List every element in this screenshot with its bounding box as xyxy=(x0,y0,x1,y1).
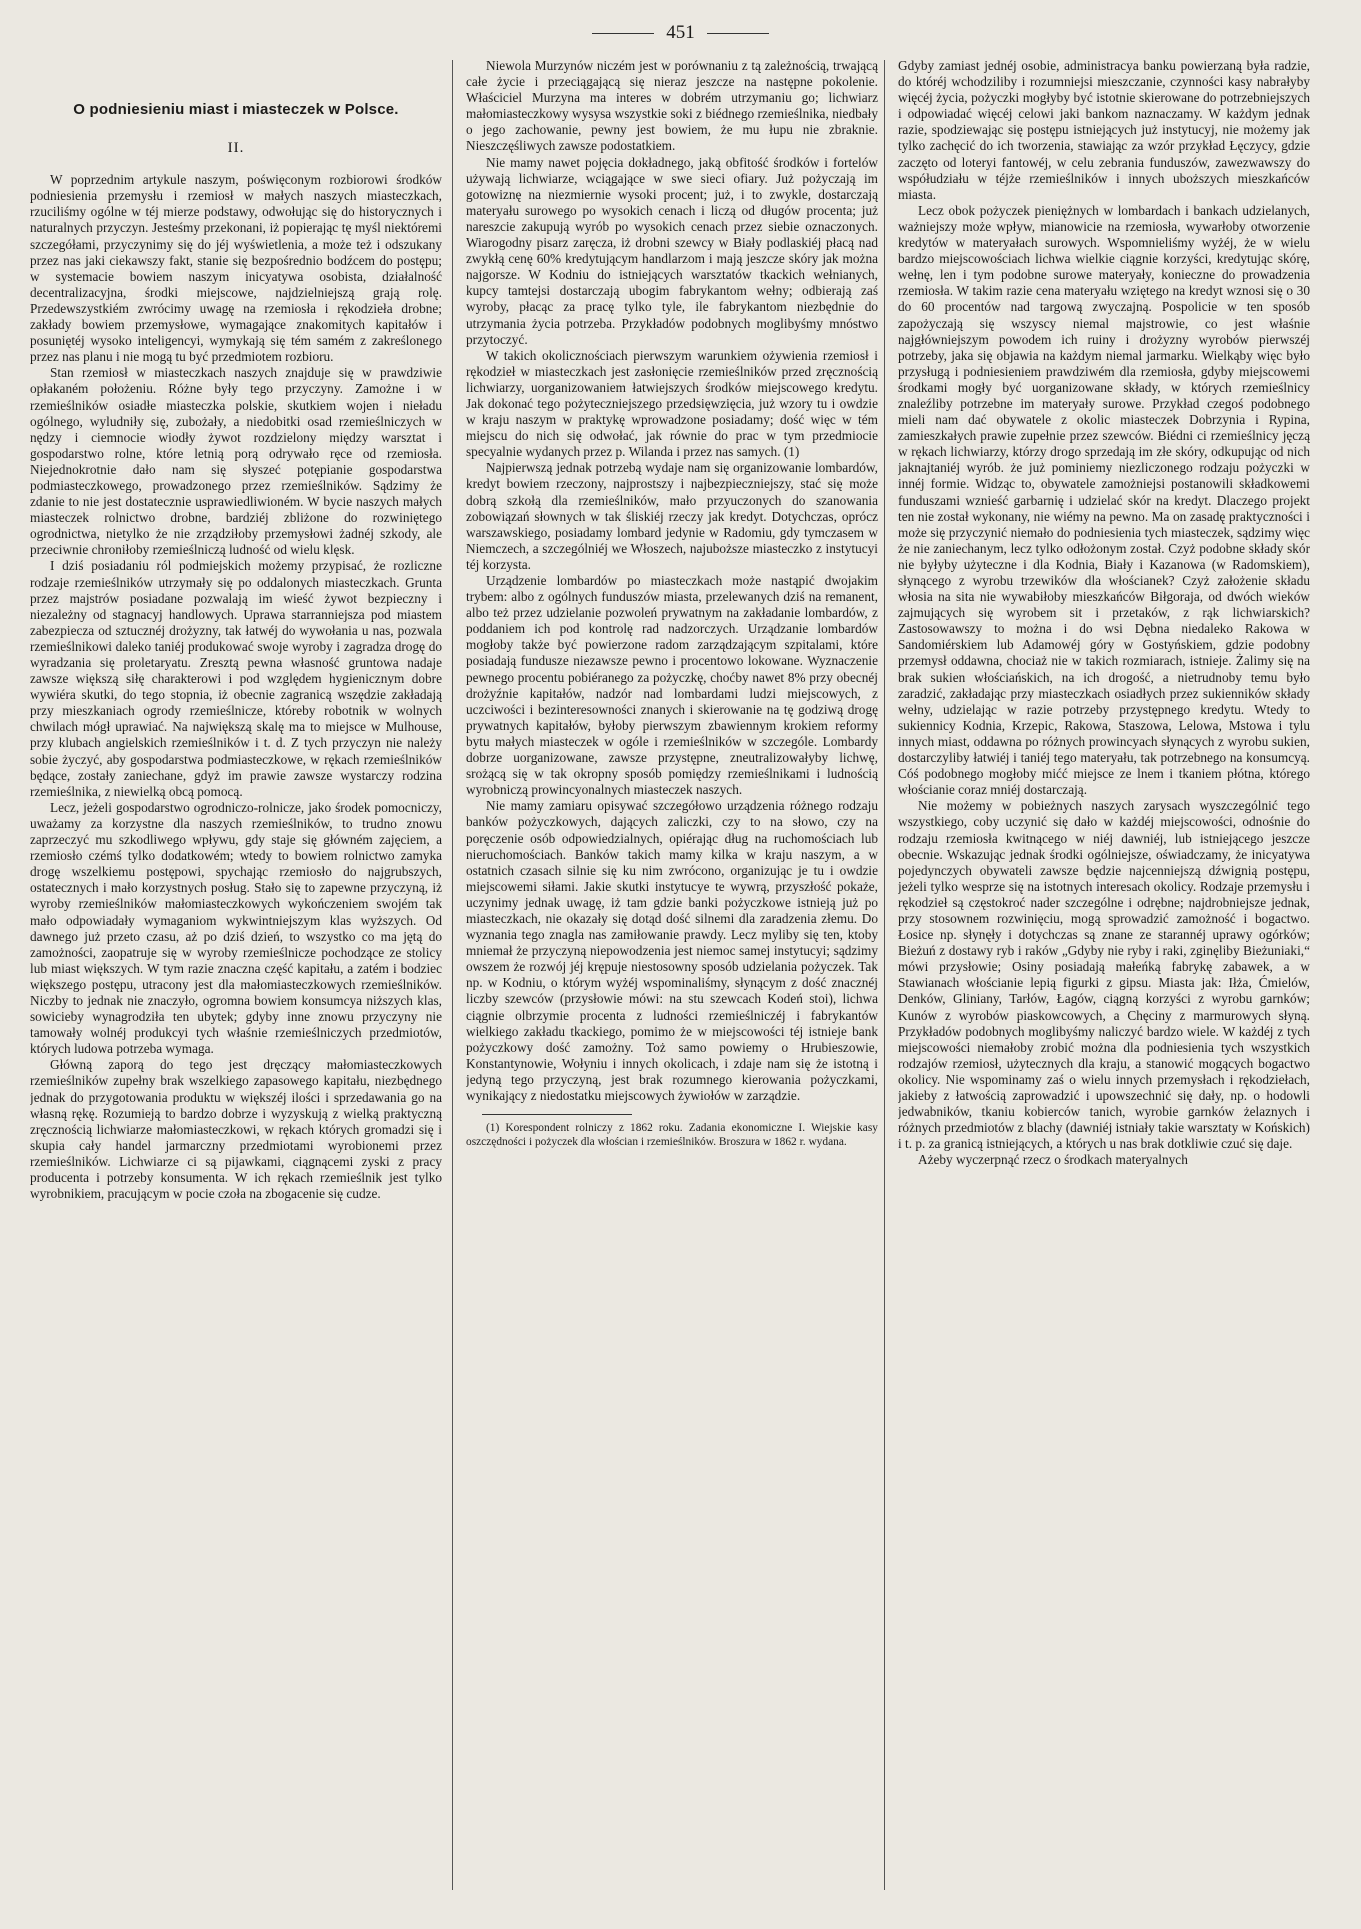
paragraph: Gdyby zamiast jednéj osobie, administracya banku powierzaną była radzie, do któréj wchodziliby i rozumniejsi mieszczanie, czynności kasy nabrałyby więcéj życia, pożyczki mogłyby być istotnie skierowane do potrzebniejszych i odpowiadać więcéj celowi jaki bankom naznaczamy. W każdym jednak razie, spodziewając się postępu istniejących już instytucyj, nie możemy jak tylko zachęcić do ich tworzenia, stawiając za wzór przykład Łęczycy, gdzie zaczęto od loteryi fantowéj, w celu zebrania funduszów, zawezwawszy do współudziału w téjże rzemieślników i innych uboższych mieszkańców miasta. xyxy=(898,58,1310,202)
column-2 xyxy=(466,58,878,1908)
paragraph: W poprzednim artykule naszym, poświęconym rozbiorowi środków podniesienia przemysłu i rzemiosł w małych naszych miasteczkach, rzuciliśmy ogólne w téj mierze podstawy, odwołując się do historycznych i naturalnych przyczyn. Jesteśmy przekonani, iż popierając tę myśl niektóremi szczegółami, przyczynimy się do jéj wyświetlenia, a może też i odszukany przez nas jaki ciekawszy fakt, stanie się bezpośrednio bodźcem do postępu; w systemacie bowiem naszym inicyatywa osobista, działalność decentralizacyjna, środki miejscowe, najdzielniejszą grają rolę. Przedewszystkiém zwrócimy uwagę na rzemiosła i rękodzieła drobne; zakłady bowiem przemysłowe, wymagające znakomitych kapitałów i posuniętéj wysoko inteligencyi, wymykają się tém samém z zakreślonego przez nas planu i nie mogą tu być przedmiotem rozbioru. xyxy=(30,172,442,365)
page-number: 451 xyxy=(666,22,695,43)
paragraph: Główną zaporą do tego jest dręczący małomiasteczkowych rzemieślników zupełny brak wszelkiego zapasowego kapitału, niezbędnego jednak do przygotowania produktu w większéj ilości i sprzedawania go na własną rękę. Rozumieją to bardzo dobrze i wyzyskują z wielką praktyczną zręcznością lichwiarze małomiasteczkowi, w rękach których gromadzi się i skupia cały handel jarmarczny przedmiotami wyrobionemi przez rzemieślników. Lichwiarze ci są pijawkami, ciągnącemi zyski z pracy producenta i potrzeby konsumenta. W ich rękach rzemieślnik jest tylko wyrobnikiem, pracującym w pocie czoła na zbogacenie się cudze. xyxy=(30,1057,442,1202)
paragraph: Nie mamy nawet pojęcia dokładnego, jaką obfitość środków i fortelów używają lichwiarze, wciągające w swe sieci ofiary. Już pożyczają im gotowiznę na niezmiernie wysoki procent; już, i to zwykle, dostarczają materyału surowego po wysokich cenach i liczą od długów procenta; już nareszcie zakupują wyrób po wysokich cenach przez siebie oznaczonych. Wiarogodny pisarz zaręcza, iż drobni szewcy w Biały podlaskiéj płacą nad zwykłą cenę 60% kredytującym handlarzom i mają jeszcze skóry jak można najgorsze. W Kodniu do istniejących warsztatów tkackich wełnianych, kupcy tamtejsi dostarczają ubogim fabrykantom wełny; odbierają zaś wyroby, płacąc za pracę tylko tyle, ile fabrykantom niezbędnie do utrzymania życia potrzeba. Przykładów podobnych moglibyśmy mnóstwo przytoczyć. xyxy=(466,154,878,347)
paragraph: Nie możemy w pobieżnych naszych zarysach wyszczególnić tego wszystkiego, coby uczynić się dało w każdéj miejscowości, odnośnie do rodzaju rzemiosła kwitnącego w niéj dawniéj, lub istniejącego jeszcze obecnie. Wskazując jednak środki ogólniejsze, oświadczamy, że inicyatywa pojedynczych obywateli zawsze będzie najcenniejszą dźwignią postępu, jeżeli tylko wesprze się na istotnych interesach okolicy. Rodzaje przemysłu i rękodzieł są częstokroć nader szczególne i odrębne; najdrobniejsze jednak, przy stosownem rozwinięciu, mogą sprowadzić zamożność i bogactwo. Łosice np. słynęły i dotychczas są znane ze starannéj uprawy ogórków; Bieżuń z dostawy ryb i raków „Gdyby nie ryby i raki, zginęliby Bieżuniaki,“ mówi przysłowie; Osiny posiadają małeńką fabrykę zabawek, a w Stawianach włościanie lepią figurki z gipsu. Miasta jak: Iłża, Ćmielów, Denków, Gliniany, Tarłów, Łagów, ciągną korzyści z wyrobu garnków; Kunów z wyrobów piaskowcowych, a Chęciny z marmurowych słyną. Przykładów podobnych moglibyśmy naliczyć bardzo wiele. W każdéj z tych miejscowości niemałoby zrobić można dla podniesienia tych wszystkich rodzajów rzemiosł, użytecznych dla kraju, a stanowić mogących bogactwo okolicy. Nie wspominamy zaś o wielu innych przemysłach i rękodziełach, jakieby z łatwością zaprowadzić i upowszechnić się dały, np. o hodowli jedwabników, tkaniu kobierców tanich, wyrobie garnków żelaznych i różnych przedmiotów z blachy (dawniéj istniały takie warsztaty w Końskich) i t. p. za granicą istniejących, a których u nas brak dotkliwie czuć się daje. xyxy=(898,798,1310,1152)
paragraph: W takich okolicznościach pierwszym warunkiem ożywienia rzemiosł i rękodzieł w miasteczkach jest zasłonięcie rzemieślników przed zręcznością lichwiarzy, uorganizowaniem łatwiejszych środków miejscowego kredytu. Jak dokonać tego pożyteczniejszego przedsięwzięcia, już wzory tu i owdzie w kraju naszym w praktykę wprowadzone posiadamy; dość więc w tém miejscu do nich się odwołać, jak równie do prac w tym przedmiocie specyalnie wydanych przez p. Wilanda i przez nas samych. (1) xyxy=(466,347,878,460)
paragraph: Niewola Murzynów niczém jest w porównaniu z tą zależnością, trwającą całe życie i przeciągającą się nieraz jeszcze na następne pokolenie. Właściciel Murzyna ma interes w dobrém utrzymaniu go; lichwiarz małomiasteczkowy wysysa wszystkie soki z biédnego rzemieślnika, niedbały o jego zachowanie, pewny jest bowiem, że mu łupu nie zbraknie. Nieszczęśliwych zawsze podostatkiem. xyxy=(466,58,878,154)
article-title: O podniesieniu miast i miasteczek w Polsce. xyxy=(73,101,399,118)
paragraph: Stan rzemiosł w miasteczkach naszych znajduje się w prawdziwie opłakaném położeniu. Różne były tego przyczyny. Zamożne i w rzemieślników osiadłe miasteczka polskie, skutkiem wojen i nieładu ogólnego, wyludniły się, zubożały, a niedobitki osad rzemieślniczych w nędzy i ciemnocie wiodły żywot rozdzielony między warsztat i gospodarstwo rolne, które letnią porą odrywało ręce od rzemiosła. Niejednokrotnie dało nam się słyszeć potępianie gospodarstwa podmiasteczkowego, prowadzonego przez rzemieślników. Sądzimy że zdanie to nie jest dostatecznie usprawiedliwioném. W bycie naszych małych miasteczek rolnictwo drobne, bardziéj zbliżone do rozwiniętego ogrodnictwa, nietylko że nie zrządziłoby przemysłowi żadnéj szkody, ale przeciwnie chroniłoby rzemieślniczą ludność od wielu klęsk. xyxy=(30,365,442,558)
page-header xyxy=(0,22,1361,44)
paragraph: Urządzenie lombardów po miasteczkach może nastąpić dwojakim trybem: albo z ogólnych funduszów miasta, przelewanych dziś na remanent, albo też przez udzielanie pozwoleń prywatnym na zakładanie lombardów, z poddaniem ich pod kontrolę rad nadzorczych. Urządzanie lombardów mogłoby także być powierzone radom zarządzającym szpitalami, które posiadają fundusze niezawsze pewno i procentowo lokowane. Wyznaczenie pewnego procentu pobiéranego za pożyczkę, choćby nawet 8% przy obecnéj drożyźnie kapitałów, nadzór nad lombardami ludzi miejscowych, z uczciwości i bezinteresowności znanych i skierowanie na tę godziwą drogę prywatnych kapitałów, byłoby pierwszym zbawiennym krokiem reformy bytu małych miasteczek w ogóle i rzemieślników w szczególe. Lombardy dobrze uorganizowane, zawsze przystępne, zneutralizowałyby lichwę, srożącą się w tak okropny sposób pomiędzy rzemieślnikami i ludnością wyrobniczą prowincyonalnych miasteczek naszych. xyxy=(466,573,878,798)
column-divider xyxy=(884,60,885,1890)
column-divider xyxy=(452,60,453,1890)
section-number: II. xyxy=(227,140,245,157)
header-rule-left xyxy=(592,33,654,34)
paragraph: Ażeby wyczerpnąć rzecz o środkach materyalnych xyxy=(918,1152,1188,1168)
paragraph: I dziś posiadaniu ról podmiejskich możemy przypisać, że rozliczne rodzaje rzemieślników utrzymały się po oddalonych miasteczkach. Grunta przez majstrów posiadane pozwalają im wieść żywot bezpieczny i niezależny od stagnacyj handlowych. Uprawa starranniejsza pod miastem zabezpiecza od sztucznéj drożyzny, tak łatwéj do wywołania u nas, pozwala rzemieślnikowi daleko taniéj produkować swoje wyroby i zagradza drogę do wyradzania się proletaryatu. Zresztą pewna własność gruntowa nadaje zawsze większą siłę charakterowi i pod względem hygienicznym dobre wywiéra skutki, do tego stopnia, iż obecnie zagranicą wszędzie zakładają przy mieszkaniach ogrody rzemieślnicze, któreby robotnik w wolnych chwilach mógł uprawiać. Na największą skalę ma to miejsce w Mulhouse, przy klubach angielskich rzemieślników i t. d. Z tych przyczyn nie należy sobie życzyć, aby gospodarstwa podmiasteczkowe, w rękach rzemieślników będące, zostały zaniechane, gdyż im prawie zawsze wystarczy rodzina rzemieślnika, z niewielką obcą pomocą. xyxy=(30,558,442,799)
header-rule-right xyxy=(707,33,769,34)
paragraph: Najpierwszą jednak potrzebą wydaje nam się organizowanie lombardów, kredyt bowiem rzeczony, najprostszy i najbezpieczniejszy, stać się może dobrą szkołą dla rzemieślników, mało przyuczonych do szanowania zobowiązań słownych w tak śliskiéj rzeczy jak kredyt. Dotychczas, oprócz warszawskiego, posiadamy lombard jedynie w Radomiu, gdy tymczasem w Niemczech, a szczególniéj we Włoszech, najuboższe miasteczko z instytucyi téj korzysta. xyxy=(466,460,878,572)
column-1 xyxy=(30,58,442,1908)
footnote-rule xyxy=(482,1114,632,1115)
column-3 xyxy=(898,58,1310,1908)
paragraph: Nie mamy zamiaru opisywać szczegółowo urządzenia różnego rodzaju banków pożyczkowych, dających zaliczki, czy to na słowo, czy na poręczenie osób odpowiedzialnych, opiérając dług na ruchomościach lub nieruchomościach. Banków takich mamy kilka w kraju naszym, a w ostatnich czasach silnie się ku nim zwrócono, organizując je tu i owdzie miejscowemi siłami. Jakie skutki instytucye te wywrą, przyszłość pokaże, uczynimy jednak uwagę, iż tam gdzie banki pożyczkowe istnieją już po miasteczkach, nie okazały się dotąd dość silnemi dla zaradzenia złemu. Do wyznania tego znagla nas zamiłowanie prawdy. Lecz myliby się ten, ktoby mniemał że przyczyną niepowodzenia jest niemoc samej instytucyi; sądzimy owszem że rozwój jéj krępuje niestosowny sposób udzielania pożyczek. Tak np. w Kodniu, o którym wyżéj wspominaliśmy, słynącym z dość znacznéj liczby szewców (przysłowie mówi: na stu szewcach Kodeń stoi), lichwa ciągnie olbrzymie procenta z ludności rzemieślniczéj i fabrykantów wielkiego zakładu tkackiego, pomimo że w miejscowości téj istnieje bank pożyczkowy dość zamożny. Toż samo powiemy o Hrubieszowie, Konstantynowie, Wołyniu i innych okolicach, i zdaje nam się że istotną i jedyną tego przyczyną, jest brak rozumnego kierowania pożyczkami, wynikający z niedostatku miejscowych żywiołów w zarządzie. xyxy=(466,798,878,1103)
paragraph: Lecz obok pożyczek pieniężnych w lombardach i bankach udzielanych, ważniejszy może wpływ, mianowicie na rzemiosła, wywarłoby otworzenie kredytów w materyałach surowych. Wspomnieliśmy wyżéj, że w wielu bardzo miejscowościach lichwa wielkie ciągnie korzyści, kredytując skórę, wełnę, len i tym podobne surowe materyały, konieczne do prowadzenia rzemiosła. W takim razie cena materyału wziętego na kredyt wznosi się o 30 do 60 procentów nad targową zwyczajną. Pospolicie w ten sposób zapożyczają się wszyscy niemal majstrowie, co jest właśnie najgłówniejszym powodem ich ruiny i drożyzny wyrobów pierwszéj potrzeby, jaka się objawia na każdym niemal jarmarku. Wielkąby więc było przysługą i podniesieniem prawdziwém dla rzemiosła, gdyby miejscowemi środkami mogły być uorganizowane składy, w których rzemieślnicy znaleźliby potrzebne im materyały surowe. Przykład czegoś podobnego mieli nam dać obywatele z okolic miasteczek Dobrzynia i Rypina, zamieszkałych prawie zupełnie przez szewców. Biédni ci rzemieślnicy jęczą w rękach lichwiarzy, którzy drogo sprzedają im złe skóry, odkupując od nich jaknajtaniéj wyrób. że już pominiemy niezliczonego rodzaju pożyczki w innéj formie. Widząc to, obywatele zamożniejsi postanowili składkowemi funduszami wznieść garbarnię i udzielać skór na kredyt. Dlaczego projekt ten nie został wykonany, nie wiémy na pewno. Ma on zasadę praktyczności i może się przyczynić niemało do podniesienia tych miasteczek, sądzimy więc że nie zaniechanym, lecz tylko odłożonym został. Czyż podobne składy skór nie byłyby użyteczne i dla Kodnia, Biały i Kazanowa (w Radomskiem), słynącego z wyrobu trzewików dla włościanek? Czyż założenie składu włosia na sita nie wywabiłoby mieszkańców Biłgoraja, od dwóch wieków zajmujących się wyrobem sit i przetaków, z rąk lichwiarskich? Zastosowawszy to można i do wsi Dębna niedaleko Rakowa w Sandomiérskiem lub Adamowéj góry w Gostyńskiem, gdzie podobny przemysł oddawna, chociaż nie w takich rozmiarach, istnieje. Żalimy się na brak sukien włościańskich, na ich drogość, a nietrudnoby temu było zaradzić, zakładając przy miasteczkach osiadłych przez sukienników składy wełny, udzielając w razie potrzeby przystępnego kredytu. Wtedy to sukiennicy Kodnia, Krzepic, Rakowa, Staszowa, Lelowa, Mstowa i tylu innych miast, oddawna po różnych prowincyach słynących z wyrobu sukien, dostarczyliby łatwiéj i taniéj tego materyału, tak potrzebnego na konsumcyą. Cóś podobnego mogłoby mićć miejsce ze lnem i tkaniem płótna, którego włościanie coraz mniéj dostarczają. xyxy=(898,202,1310,798)
paragraph: Lecz, jeżeli gospodarstwo ogrodniczo-rolnicze, jako środek pomocniczy, uważamy za korzystne dla naszych rzemieślników, to trudno znowu zaprzeczyć mu szkodliwego wpływu, gdy staje się główném zajęciem, a rzemiosło czémś tylko dodatkowém; wtedy to bowiem rolnictwo zamyka drogę wszelkiemu postępowi, spychając rzemiosło do najgrubszych, ostatecznych i mało korzystnych posług. Stało się to zapewne przyczyną, iż wyroby rzemieślników małomiasteczkowych wykończeniem swojém tak mało odpowiadały wymaganiom wykwintniejszym klas wyższych. Od dawnego już przeto czasu, aż po dziś dzień, to wszystko co ma jętą do zamożności, zaopatruje się w wyroby rzemieślnicze pochodzące ze stolicy lub miast większych. W tym razie znaczna część kapitału, a zatém i bodziec większego postępu, utracony jest dla małomiasteczkowych rzemieślników. Niczby to jednak nie znaczyło, ogromna bowiem konsumcya niższych klas, sowicieby wynagrodziła ten ubytek; gdyby inne znowu przyczyny nie tamowały wolnéj produkcyi tych właśnie rzemieślniczych przedmiotów, których ludowa potrzeba wymaga. xyxy=(30,799,442,1057)
footnote: (1) Korespondent rolniczy z 1862 roku. Zadania ekonomiczne I. Wiejskie kasy oszczędności i pożyczek dla włościan i rzemieślników. Broszura w 1862 r. wydana. xyxy=(466,1122,878,1149)
